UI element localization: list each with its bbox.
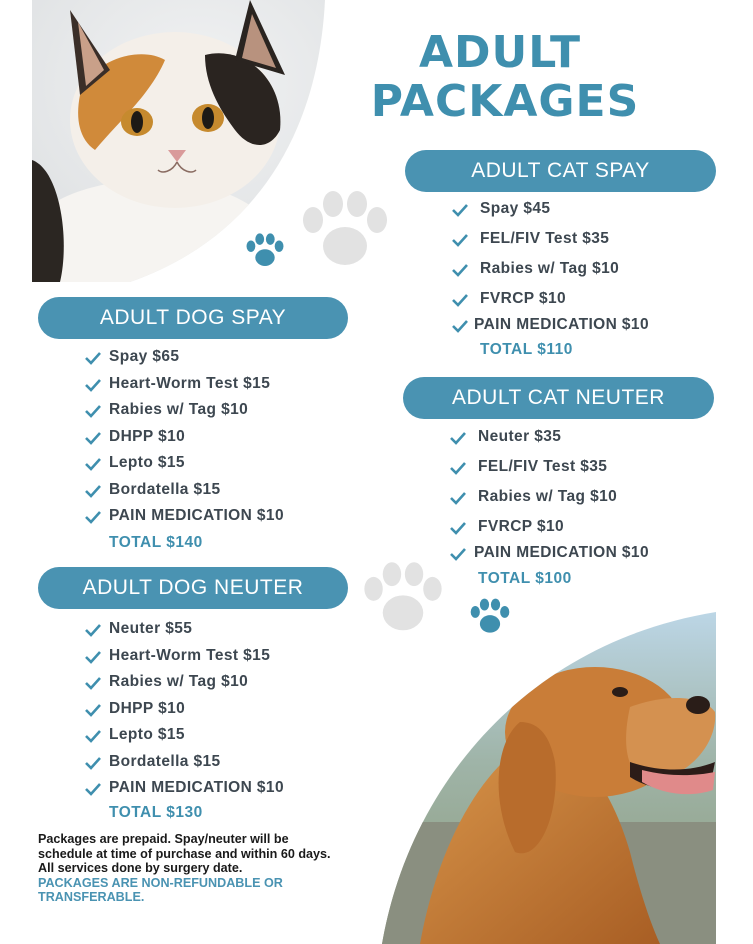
check-icon xyxy=(85,378,101,392)
check-icon xyxy=(450,431,466,445)
paw-print-icon xyxy=(295,190,395,272)
dog-spay-list xyxy=(85,348,284,534)
list-item: Neuter $35 xyxy=(450,428,649,458)
list-item: PAIN MEDICATION $10 xyxy=(85,779,284,806)
cat-neuter-list xyxy=(450,428,649,570)
check-icon xyxy=(85,484,101,498)
check-icon xyxy=(450,521,466,535)
check-icon xyxy=(85,404,101,418)
list-item: Neuter $55 xyxy=(85,620,284,647)
title-line-1: ADULT xyxy=(418,27,582,78)
list-item: Lepto $15 xyxy=(85,454,284,481)
check-icon xyxy=(85,457,101,471)
check-icon xyxy=(85,351,101,365)
check-icon xyxy=(85,729,101,743)
list-item: FEL/FIV Test $35 xyxy=(450,458,649,488)
check-icon xyxy=(452,263,468,277)
check-icon xyxy=(452,203,468,217)
list-item: FVRCP $10 xyxy=(452,290,649,316)
footer-line-1: Packages are prepaid. Spay/neuter will be xyxy=(38,832,289,846)
list-item: Bordatella $15 xyxy=(85,753,284,780)
footer-note xyxy=(38,832,418,905)
check-icon xyxy=(450,491,466,505)
list-item: Heart-Worm Test $15 xyxy=(85,375,284,402)
cat-spay-header: ADULT CAT SPAY xyxy=(405,150,716,192)
dog-neuter-list xyxy=(85,620,284,806)
check-icon xyxy=(85,676,101,690)
list-item: Lepto $15 xyxy=(85,726,284,753)
check-icon xyxy=(452,293,468,307)
footer-line-5: TRANSFERABLE. xyxy=(38,890,145,904)
list-item: DHPP $10 xyxy=(85,428,284,455)
footer-line-4: PACKAGES ARE NON-REFUNDABLE OR xyxy=(38,875,283,890)
list-item: Rabies w/ Tag $10 xyxy=(450,488,649,518)
dog-neuter-header: ADULT DOG NEUTER xyxy=(38,567,348,609)
title-line-2: PACKAGES xyxy=(370,76,640,128)
check-icon xyxy=(452,233,468,247)
list-item: FVRCP $10 xyxy=(450,518,649,544)
check-icon xyxy=(85,510,101,524)
check-icon xyxy=(85,782,101,796)
list-item: Heart-Worm Test $15 xyxy=(85,647,284,674)
list-item: FEL/FIV Test $35 xyxy=(452,230,649,260)
cat-spay-list xyxy=(452,200,649,342)
list-item: DHPP $10 xyxy=(85,700,284,727)
dog-neuter-total: TOTAL $130 xyxy=(109,804,203,821)
check-icon xyxy=(85,756,101,770)
cat-neuter-total: TOTAL $100 xyxy=(478,570,572,587)
list-item: PAIN MEDICATION $10 xyxy=(85,507,284,534)
cat-spay-total: TOTAL $110 xyxy=(480,341,573,358)
dog-spay-header: ADULT DOG SPAY xyxy=(38,297,348,339)
list-item: PAIN MEDICATION $10 xyxy=(452,316,649,342)
check-icon xyxy=(452,319,468,333)
list-item: Bordatella $15 xyxy=(85,481,284,508)
check-icon xyxy=(85,431,101,445)
list-item: Rabies w/ Tag $10 xyxy=(85,673,284,700)
paw-print-icon xyxy=(243,232,287,270)
cat-neuter-header: ADULT CAT NEUTER xyxy=(403,377,714,419)
dog-spay-total: TOTAL $140 xyxy=(109,534,203,551)
footer-line-3: All services done by surgery date. xyxy=(38,861,243,875)
check-icon xyxy=(85,650,101,664)
page-title xyxy=(340,28,670,127)
check-icon xyxy=(85,703,101,717)
list-item: Rabies w/ Tag $10 xyxy=(85,401,284,428)
list-item: Spay $45 xyxy=(452,200,649,230)
list-item: Rabies w/ Tag $10 xyxy=(452,260,649,290)
check-icon xyxy=(450,547,466,561)
footer-line-2: schedule at time of purchase and within 60 days. xyxy=(38,846,331,861)
check-icon xyxy=(450,461,466,475)
list-item: Spay $65 xyxy=(85,348,284,375)
dog-photo xyxy=(380,612,720,944)
check-icon xyxy=(85,623,101,637)
list-item: PAIN MEDICATION $10 xyxy=(450,544,649,570)
